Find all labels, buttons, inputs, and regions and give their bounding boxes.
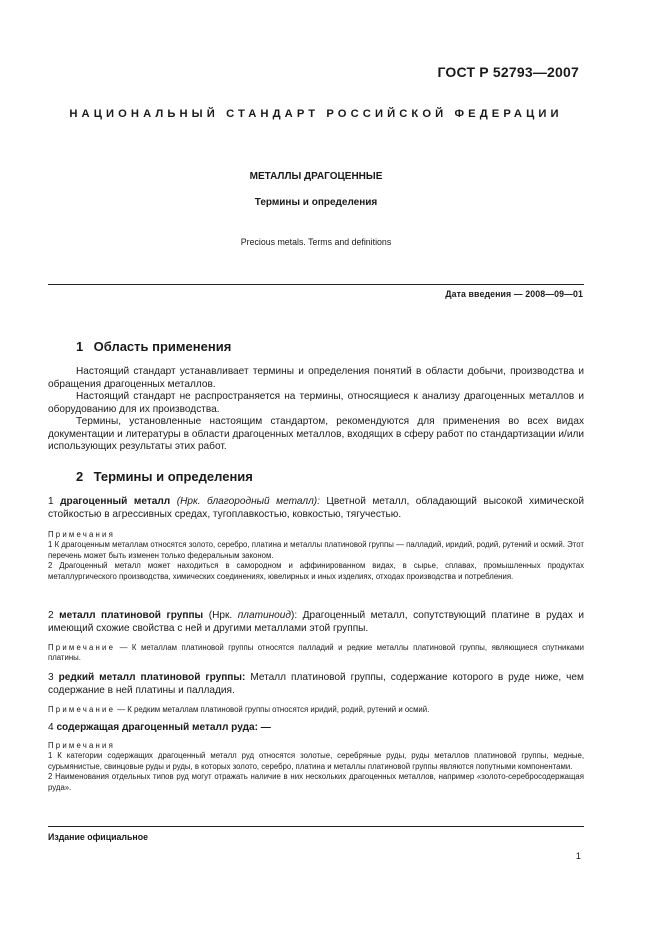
section-1-body xyxy=(48,366,584,454)
term-definition: Металл платиновой группы, содержание которого в руде ниже, чем содержание в ней платины и палладия. xyxy=(48,672,584,696)
term-note xyxy=(48,643,584,664)
section-1-paragraph: Настоящий стандарт не распространяется на термины, относящиеся к анализу драгоценных металлов и оборудованию для их производства. xyxy=(48,391,584,415)
document-subtitle: Термины и определения xyxy=(254,197,378,208)
note-item: 1 К категории содержащих драгоценный металл руд относятся золотые, серебряные руды, руды металлов платиновой группы, медные, сурьмянистые, свинцовые руды и руды, в которых золото, серебро, платина и металлы платиновой группы являются попутными компонентами. xyxy=(48,751,584,771)
term-nonrecommended: благородный металл xyxy=(207,496,314,507)
term-entry xyxy=(48,610,584,635)
footer-divider xyxy=(48,826,584,827)
section-2-number: 2 xyxy=(76,469,84,484)
gost-number: ГОСТ Р 52793—2007 xyxy=(437,64,579,80)
section-1-paragraph: Настоящий стандарт устанавливает термины и определения понятий в области добычи, производства и обращения драгоценных металлов. xyxy=(48,366,584,390)
note-label: Примечание xyxy=(48,705,116,714)
note-text: — К металлам платиновой группы относятся палладий и редкие металлы платиновой группы, являющиеся спутниками платины. xyxy=(48,643,584,663)
term-alt-prefix: (Нрк. xyxy=(203,610,238,621)
section-2-title: Термины и определения xyxy=(93,469,253,484)
page-number: 1 xyxy=(575,851,581,862)
section-2-heading xyxy=(76,469,253,484)
section-1-paragraph: Термины, установленные настоящим стандартом, рекомендуются для применения во всех видах документации и литературы в области драгоценных металлов, входящих в сферу работ по стандартизации и/или использующих результаты этих работ. xyxy=(48,416,584,452)
term-alt-suffix: ): xyxy=(313,496,320,507)
section-1-number: 1 xyxy=(76,339,84,354)
term-number: 4 xyxy=(48,722,54,733)
term-notes xyxy=(48,530,584,582)
term-note xyxy=(48,705,584,715)
edition-label: Издание официальное xyxy=(48,832,148,842)
term-definition: Цветной металл, обладающий высокой химической стойкостью в агрессивных средах, тугоплавкостью, ковкостью, тягучестью. xyxy=(48,496,584,520)
term-alt-suffix: ): xyxy=(290,610,298,621)
document-title: МЕТАЛЛЫ ДРАГОЦЕННЫЕ xyxy=(249,171,383,182)
term-entry xyxy=(48,722,584,735)
national-standard-banner: НАЦИОНАЛЬНЫЙ СТАНДАРТ РОССИЙСКОЙ ФЕДЕРАЦИИ xyxy=(69,108,563,120)
section-1-title: Область применения xyxy=(93,339,232,354)
term-name: металл платиновой группы xyxy=(59,610,204,621)
term-definition: Драгоценный металл, сопутствующий платине в рудах и имеющий схожие свойства с ней и другими металлами этой группы. xyxy=(48,610,585,634)
note-item: 1 К драгоценным металлам относятся золото, серебро, платина и металлы платиновой группы — палладий, иридий, родий, рутений и осмий. Этот перечень может быть изменен только федеральным законом. xyxy=(48,540,584,560)
term-entry xyxy=(48,496,584,521)
header-divider xyxy=(48,284,584,285)
notes-header: Примечания xyxy=(48,530,116,539)
term-name: редкий металл платиновой группы: xyxy=(58,672,246,683)
term-number: 1 xyxy=(48,496,54,507)
term-name: содержащая драгоценный металл руда: — xyxy=(56,722,271,733)
term-name: драгоценный металл xyxy=(60,496,171,507)
term-number: 3 xyxy=(48,672,54,683)
note-item: 2 Наименования отдельных типов руд могут отражать наличие в них нескольких драгоценных металлов, например «золото-серебросодержащая руда». xyxy=(48,772,584,792)
section-1-heading xyxy=(76,339,231,354)
term-number: 2 xyxy=(48,610,54,621)
term-alt-prefix: (Нрк. xyxy=(176,496,208,507)
english-title: Precious metals. Terms and definitions xyxy=(240,237,392,247)
term-entry xyxy=(48,672,584,697)
term-nonrecommended: платиноид xyxy=(237,610,291,621)
notes-header: Примечания xyxy=(48,741,116,750)
term-notes xyxy=(48,741,584,793)
introduction-date: Дата введения — 2008—09—01 xyxy=(445,289,583,299)
note-text: — К редким металлам платиновой группы относятся иридий, родий, рутений и осмий. xyxy=(115,705,430,714)
note-item: 2 Драгоценный металл может находиться в самородном и аффинированном видах, в сырье, сплавах, промышленных продуктах металлургического производства, химических соединениях, ювелирных и иных изделиях, отходах производства и потребления. xyxy=(48,561,584,581)
note-label: Примечание xyxy=(48,643,116,652)
